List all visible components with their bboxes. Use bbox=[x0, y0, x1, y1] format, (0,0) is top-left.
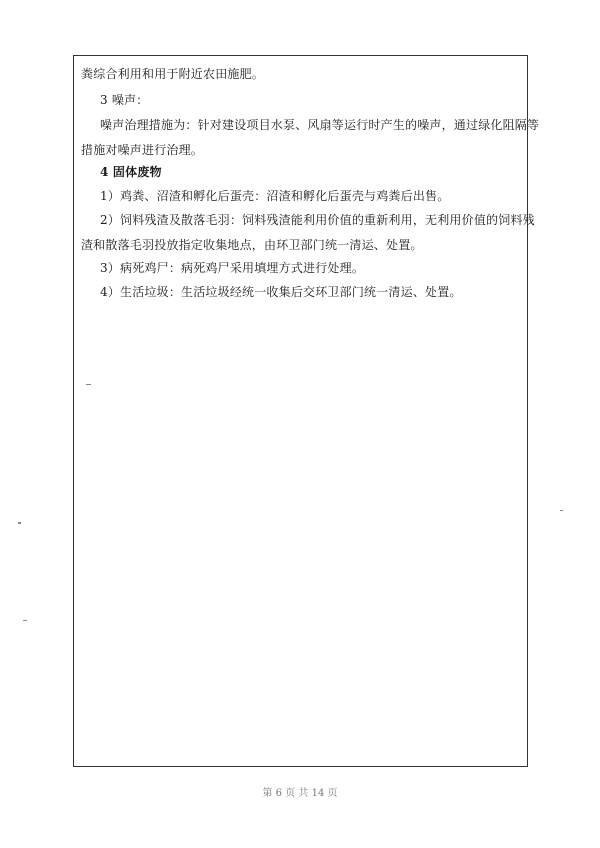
scan-speck bbox=[560, 510, 563, 511]
section-heading-noise: 3 噪声： bbox=[100, 93, 149, 107]
scan-speck bbox=[18, 522, 21, 524]
page-number: 第 6 页 共 14 页 bbox=[262, 788, 338, 799]
text-line: 渣和散落毛羽投放指定收集地点，由环卫部门统一清运、处置。 bbox=[81, 238, 423, 252]
list-item: 3）病死鸡尸：病死鸡尸采用填埋方式进行处理。 bbox=[100, 261, 365, 275]
section-heading-solid-waste: 4 固体废物 bbox=[100, 165, 162, 179]
scan-speck bbox=[86, 384, 91, 385]
text-line: 粪综合利用和用于附近农田施肥。 bbox=[81, 67, 265, 81]
list-item: 1）鸡粪、沼渣和孵化后蛋壳：沼渣和孵化后蛋壳与鸡粪后出售。 bbox=[100, 189, 450, 203]
page-border bbox=[73, 55, 528, 767]
list-item: 2）饲料残渣及散落毛羽：饲料残渣能利用价值的重新利用，无利用价值的饲料残 bbox=[100, 213, 535, 227]
text-line: 措施对噪声进行治理。 bbox=[81, 143, 204, 157]
scan-speck bbox=[23, 620, 27, 621]
text-line: 噪声治理措施为：针对建设项目水泵、风扇等运行时产生的噪声，通过绿化阻隔等 bbox=[100, 118, 540, 132]
list-item: 4）生活垃圾：生活垃圾经统一收集后交环卫部门统一清运、处置。 bbox=[100, 285, 462, 299]
